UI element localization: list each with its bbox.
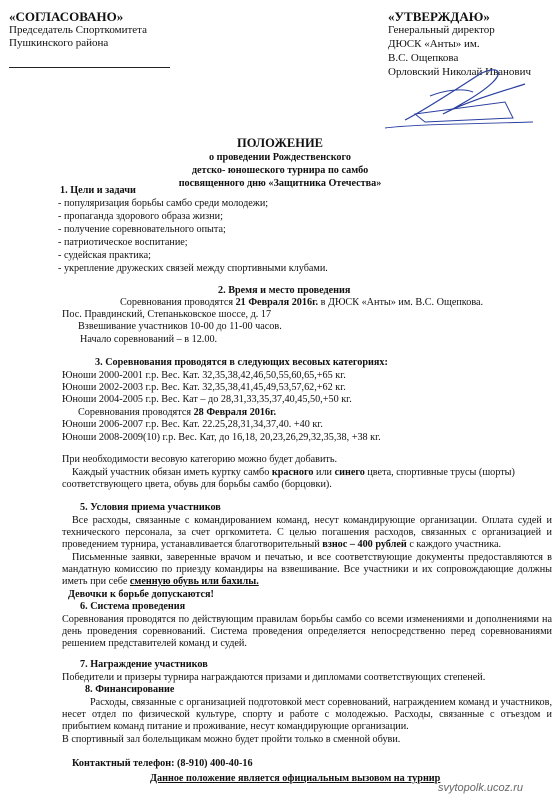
section-1-item: - патриотическое воспитание;: [58, 237, 188, 248]
section-5-paragraph-2: Письменные заявки, заверенные врачом и печатью, и все соответствующие документы предоставляются в мандатную комиссию по приезду командиры на взвешивание. Все участники и их сопровождающие должны иметь при себе сменную обувь или бахилы.: [62, 552, 552, 587]
section-6-heading: 6. Система проведения: [80, 601, 186, 612]
note-uniform-2: соответствующего цвета, обувь для борьбы самбо (борцовки).: [62, 479, 332, 490]
section-8-paragraph-1: Расходы, связанные с организацией подготовкой мест соревнований, награждением команд и участников, несет отдел по физической культуре, спорту и работе с молодежью. Расходы, связанные с отъездом и прибытием команд питание и проживание, несут командирующие организации.: [62, 697, 552, 732]
section-5-heading: 5. Условия приема участников: [80, 502, 221, 513]
girls-allowed: Девочки к борьбе допускаются!: [68, 589, 214, 600]
approved-line-1: Председатель Спорткомитета: [9, 24, 147, 36]
section-3-heading: 3. Соревнования проводятся в следующих весовых категориях:: [95, 357, 388, 368]
section-2-heading: 2. Время и место проведения: [218, 285, 351, 296]
section-8-paragraph-2: В спортивный зал болельщикам можно будет пройти только в сменной обуви.: [62, 734, 401, 745]
confirm-line-3: В.С. Ощепкова: [388, 52, 459, 64]
confirm-line-2: ДЮСК «Анты» им.: [388, 38, 480, 50]
weight-row: Юноши 2006-2007 г.р. Вес. Кат. 22.25,28,31,34,37,40. +40 кг.: [62, 419, 323, 430]
weight-row: Юноши 2000-2001 г.р. Вес. Кат. 32,35,38,42,46,50,55,60,65,+65 кг.: [62, 370, 346, 381]
section-1-item: - получение соревновательного опыта;: [58, 224, 226, 235]
section-3-feb28: Соревнования проводятся 28 Февраля 2016г.: [78, 407, 277, 418]
weight-row: Юноши 2008-2009(10) г.р. Вес. Кат, до 16,18, 20,23,26,29,32,35,38, +38 кг.: [62, 432, 381, 443]
doc-subtitle-1: о проведении Рождественского: [209, 152, 351, 163]
approved-line-2: Пушкинского района: [9, 37, 109, 49]
section-8-heading: 8. Финансирование: [85, 684, 175, 695]
note-uniform: Каждый участник обязан иметь куртку самбо красного или синего цвета, спортивные трусы (шорты): [72, 467, 515, 478]
confirm-title: «УТВЕРЖДАЮ»: [388, 9, 490, 24]
section-7-paragraph: Победители и призеры турнира награждаются призами и дипломами соответствующих степеней.: [62, 672, 486, 683]
section-1-item: - укрепление дружеских связей между спортивными клубами.: [58, 263, 328, 274]
confirm-line-4: Орловский Николай Иванович: [388, 66, 532, 78]
doc-title: ПОЛОЖЕНИЕ: [236, 136, 324, 150]
official-notice: Данное положение является официальным вызовом на турнир: [150, 773, 441, 784]
section-1-item: - судейская практика;: [58, 250, 151, 261]
doc-subtitle-3: посвященного дню «Защитника Отечества»: [178, 178, 382, 189]
section-2-start: Начало соревнований – в 12.00.: [80, 334, 218, 345]
section-1-item: - популяризация борьбы самбо среди молодежи;: [58, 198, 269, 209]
director-signature: [385, 62, 535, 132]
contact-phone: Контактный телефон: (8-910) 400-40-16: [72, 758, 253, 769]
section-6-paragraph: Соревнования проводятся по действующим правилам борьбы самбо со всеми изменениями и дополнениями на день проведения соревнований. Система проведения определяется непосредственно перед соревнованиями решением представителей команд и судей.: [62, 614, 552, 649]
section-2-weigh-in: Взвешивание участников 10-00 до 11-00 часов.: [78, 321, 282, 332]
section-2-line-1: Соревнования проводятся 21 Февраля 2016г. в ДЮСК «Анты» им. В.С. Ощепкова.: [120, 297, 484, 308]
section-7-heading: 7. Награждение участников: [80, 659, 208, 670]
section-5-paragraph-1: Все расходы, связанные с командированием команд, несут командирующие организации. Оплата судей и технического персонала, за счет оргкомитета. С целью погашения расходов, связанных с организацией и проведением турнира, устанавливается благотворительный взнос – 400 рублей с каждого участника.: [62, 515, 552, 550]
doc-subtitle-2: детско- юношеского турнира по самбо: [191, 165, 369, 176]
section-1-heading: 1. Цели и задачи: [60, 185, 136, 196]
section-1-item: - пропаганда здорового образа жизни;: [58, 211, 223, 222]
weight-row: Юноши 2002-2003 г.р. Вес. Кат. 32,35,38,41,45,49,53,57,62,+62 кг.: [62, 382, 346, 393]
weight-row: Юноши 2004-2005 г.р. Вес. Кат – до 28,31,33,35,37,40,45,50,+50 кг.: [62, 394, 352, 405]
approved-signature-line: [9, 67, 170, 68]
note-extra-category: При необходимости весовую категорию можно будет добавить.: [62, 454, 338, 465]
section-2-address: Пос. Правдинский, Степаньковское шоссе, д. 17: [62, 309, 272, 320]
confirm-line-1: Генеральный директор: [388, 24, 495, 36]
site-watermark: svytopolk.ucoz.ru: [438, 782, 523, 794]
approved-title: «СОГЛАСОВАНО»: [9, 9, 124, 24]
